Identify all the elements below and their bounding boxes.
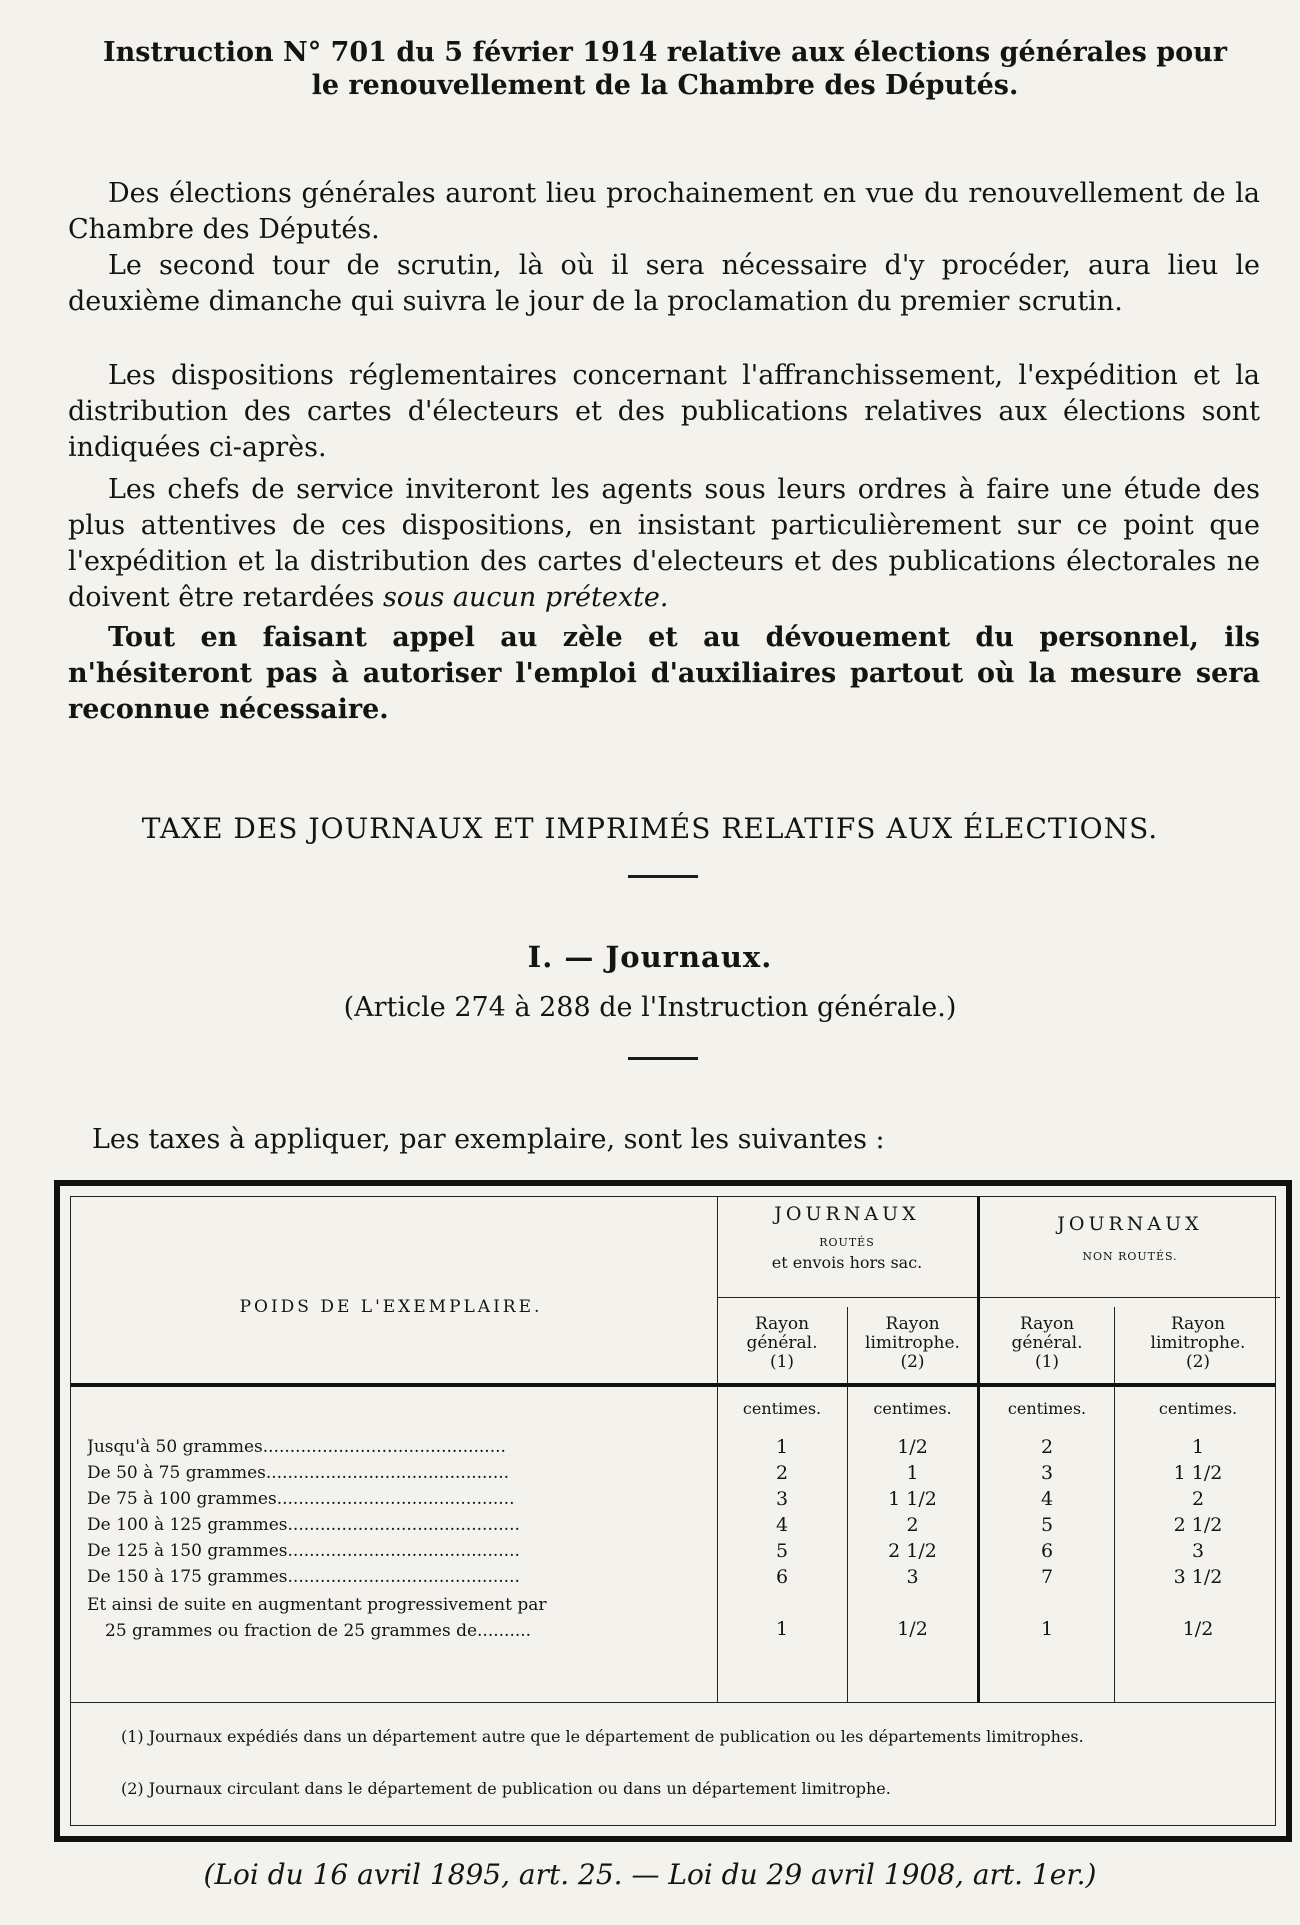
subcol-3-line3: (1) — [1034, 1352, 1060, 1372]
unit-col-4: centimes. — [1158, 1399, 1238, 1418]
table-cell: 1/2 — [897, 1436, 928, 1458]
section-title: TAXE DES JOURNAUX ET IMPRIMÉS RELATIFS AUX ÉLECTIONS. — [141, 812, 1159, 845]
tax-table-inner — [70, 1196, 1276, 1826]
table-cell: 1/2 — [1182, 1618, 1214, 1640]
table-cell: 4 — [775, 1514, 789, 1536]
legal-reference: (Loi du 16 avril 1895, art. 25. — Loi du 29 avril 1908, art. 1er.) — [203, 1858, 1097, 1891]
table-row-label: De 150 à 175 grammes........................................... — [87, 1567, 520, 1587]
last-row-line-1: Et ainsi de suite en augmentant progressivement par — [87, 1595, 547, 1615]
group2-sub1: NON ROUTÉS. — [1082, 1250, 1178, 1263]
unit-col-2: centimes. — [873, 1399, 952, 1418]
table-cell: 1 — [775, 1436, 789, 1458]
section-rule — [628, 875, 698, 878]
table-cell: 1 — [775, 1618, 789, 1640]
subsection-note: (Article 274 à 288 de l'Instruction générale.) — [343, 992, 957, 1023]
paragraph-5: Tout en faisant appel au zèle et au dévouement du personnel, ils n'hésiteront pas à autoriser l'emploi d'auxiliaires partout où la mesure sera reconnue nécessaire. — [68, 622, 1260, 725]
table-cell: 2 — [775, 1462, 789, 1484]
table-cell: 1 — [1191, 1436, 1205, 1458]
group1-underline — [717, 1297, 977, 1298]
table-cell: 1 1/2 — [888, 1488, 937, 1510]
table-cell: 3 — [775, 1488, 789, 1510]
paragraph-4 — [68, 472, 1260, 616]
subcol-1-line1: Rayon — [754, 1314, 810, 1334]
group2-title: JOURNAUX — [1057, 1213, 1203, 1235]
subcol-3-header — [980, 1315, 1114, 1372]
subsection-rule — [628, 1057, 698, 1060]
table-cell: 7 — [1040, 1566, 1054, 1588]
header-rule — [71, 1383, 1275, 1387]
subcol-3-line2: général. — [1011, 1333, 1083, 1353]
subcol-2-line3: (2) — [900, 1352, 925, 1372]
table-cell: 1 — [906, 1462, 919, 1484]
subcol-2-header — [848, 1315, 977, 1372]
subcol-1-header — [717, 1315, 847, 1372]
paragraph-3: Les dispositions réglementaires concernant l'affranchissement, l'expédition et la distribution des cartes d'électeurs et des publications relatives aux élections sont indiquées ci-après. — [68, 360, 1260, 463]
table-row-label: De 100 à 125 grammes........................................... — [87, 1515, 520, 1535]
paragraph-2: Le second tour de scrutin, là où il sera nécessaire d'y procéder, aura lieu le deuxième dimanche qui suivra le jour de la proclamation du premier scrutin. — [68, 250, 1260, 317]
table-cell: 6 — [775, 1566, 789, 1588]
footnote-rule — [71, 1702, 1275, 1703]
poids-header: POIDS DE L'EXEMPLAIRE. — [239, 1297, 543, 1317]
subcol-4-line1: Rayon — [1170, 1314, 1226, 1334]
table-cell: 1 — [1040, 1618, 1054, 1640]
table-row-label: Jusqu'à 50 grammes............................................. — [87, 1437, 506, 1457]
subcol-1-line3: (1) — [769, 1352, 795, 1372]
group2-underline — [980, 1297, 1280, 1298]
table-cell: 5 — [775, 1540, 789, 1562]
subcol-1-line2: général. — [746, 1333, 818, 1353]
paragraph-4-text: Les chefs de service inviteront les agents sous leurs ordres à faire une étude des plus attentives de ces dispositions, en insistant particulièrement sur ce point que l'expédition et la distribution des cartes d'electeurs et des publications électorales ne doivent être retardées — [68, 474, 1260, 613]
paragraph-1: Des élections générales auront lieu prochainement en vue du renouvellement de la Chambre des Députés. — [68, 178, 1260, 245]
table-cell: 2 — [1040, 1436, 1054, 1458]
title-line-1: Instruction N° 701 du 5 février 1914 relative aux élections générales pour — [103, 37, 1227, 68]
table-cell: 2 1/2 — [1173, 1514, 1223, 1536]
table-cell: 1 1/2 — [1173, 1462, 1223, 1484]
tax-table — [54, 1180, 1292, 1842]
title-line-2: le renouvellement de la Chambre des Députés. — [311, 70, 1019, 101]
table-lead-text: Les taxes à appliquer, par exemplaire, sont les suivantes : — [92, 1124, 885, 1155]
table-row-label: De 50 à 75 grammes............................................. — [87, 1463, 510, 1483]
table-cell: 3 — [1191, 1540, 1205, 1562]
table-cell: 6 — [1040, 1540, 1054, 1562]
last-row-line-2: 25 grammes ou fraction de 25 grammes de.......... — [105, 1621, 532, 1641]
subcol-2-line1: Rayon — [885, 1314, 940, 1334]
table-cell: 2 — [1191, 1488, 1205, 1510]
table-cell: 2 — [906, 1514, 919, 1536]
group1-sub2: et envois hors sac. — [771, 1253, 923, 1272]
subcol-4-line3: (2) — [1185, 1352, 1211, 1372]
unit-col-1: centimes. — [742, 1399, 822, 1418]
table-cell: 2 1/2 — [888, 1540, 937, 1562]
subcol-4-header — [1115, 1315, 1281, 1372]
subcol-4-line2: limitrophe. — [1150, 1333, 1246, 1353]
subcol-3-line1: Rayon — [1019, 1314, 1075, 1334]
table-cell: 3 — [906, 1566, 919, 1588]
table-cell: 4 — [1040, 1488, 1054, 1510]
unit-col-3: centimes. — [1007, 1399, 1087, 1418]
table-row-label: De 75 à 100 grammes............................................ — [87, 1489, 515, 1509]
group1-title: JOURNAUX — [774, 1203, 920, 1225]
subcol-2-line2: limitrophe. — [865, 1333, 960, 1353]
footnote-2: (2) Journaux circulant dans le département de publication ou dans un département limitrophe. — [121, 1779, 891, 1798]
document-title — [70, 36, 1260, 102]
paragraph-4-emphasis: sous aucun prétexte. — [382, 582, 669, 613]
subsection-title: I. — Journaux. — [527, 940, 773, 974]
group1-sub1: ROUTÉS — [819, 1236, 875, 1249]
table-cell: 1/2 — [897, 1618, 928, 1640]
table-cell: 3 — [1040, 1462, 1054, 1484]
table-cell: 5 — [1040, 1514, 1054, 1536]
footnote-1: (1) Journaux expédiés dans un département autre que le département de publication ou les départements limitrophes. — [121, 1727, 1084, 1746]
table-cell: 3 1/2 — [1173, 1566, 1223, 1588]
table-row-label: De 125 à 150 grammes........................................... — [87, 1541, 520, 1561]
